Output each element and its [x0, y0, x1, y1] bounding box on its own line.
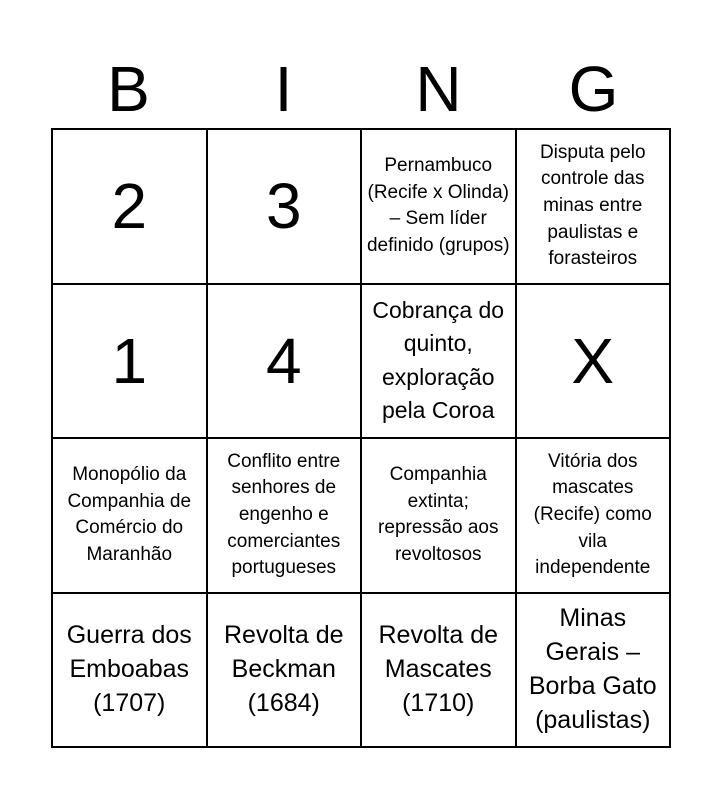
cell-text: 3: [265, 170, 302, 243]
bingo-cell[interactable]: [362, 594, 517, 749]
bingo-header: [51, 50, 671, 128]
header-letter-b: B: [107, 53, 150, 125]
cell-text: 4: [265, 324, 302, 397]
bingo-cell[interactable]: [208, 285, 363, 440]
cell-text: Conflito entre senhores de engenho e comerciantes portugueses: [227, 450, 341, 579]
cell-text: Pernambuco (Recife x Olinda) – Sem líder definido (grupos): [366, 155, 510, 256]
bingo-cell[interactable]: [362, 439, 517, 594]
cell-text: Companhia extinta; repressão aos revoltosos: [378, 464, 499, 565]
bingo-cell[interactable]: [517, 130, 672, 285]
cell-text: Cobrança do quinto, exploração pela Coroa: [372, 297, 505, 424]
cell-text: Disputa pelo controle das minas entre paulistas e forasteiros: [539, 141, 646, 270]
bingo-cell[interactable]: [53, 594, 208, 749]
bingo-cell[interactable]: [208, 130, 363, 285]
cell-text: Vitória dos mascates (Recife) como vila independente: [533, 450, 652, 579]
bingo-cell[interactable]: [517, 285, 672, 440]
cell-text: Guerra dos Emboabas (1707): [66, 621, 192, 717]
bingo-cell[interactable]: [362, 130, 517, 285]
bingo-cell[interactable]: [208, 439, 363, 594]
bingo-cell[interactable]: [362, 285, 517, 440]
bingo-card: [51, 128, 671, 748]
bingo-cell[interactable]: [208, 594, 363, 749]
cell-text: 2: [111, 170, 148, 243]
cell-text: Revolta de Beckman (1684): [223, 621, 344, 717]
cell-text: Revolta de Mascates (1710): [378, 621, 499, 717]
cell-text: 1: [111, 324, 148, 397]
header-letter-g: G: [568, 53, 619, 125]
bingo-cell[interactable]: [517, 439, 672, 594]
header-letter-i: I: [274, 53, 293, 125]
header-letter-n: N: [415, 53, 462, 125]
bingo-cell[interactable]: [53, 130, 208, 285]
cell-text: X: [571, 324, 615, 397]
bingo-cell[interactable]: [517, 594, 672, 749]
bingo-cell[interactable]: [53, 439, 208, 594]
bingo-cell[interactable]: [53, 285, 208, 440]
cell-text: Minas Gerais – Borba Gato (paulistas): [528, 604, 657, 734]
cell-text: Monopólio da Companhia de Comércio do Maranhão: [67, 464, 192, 565]
